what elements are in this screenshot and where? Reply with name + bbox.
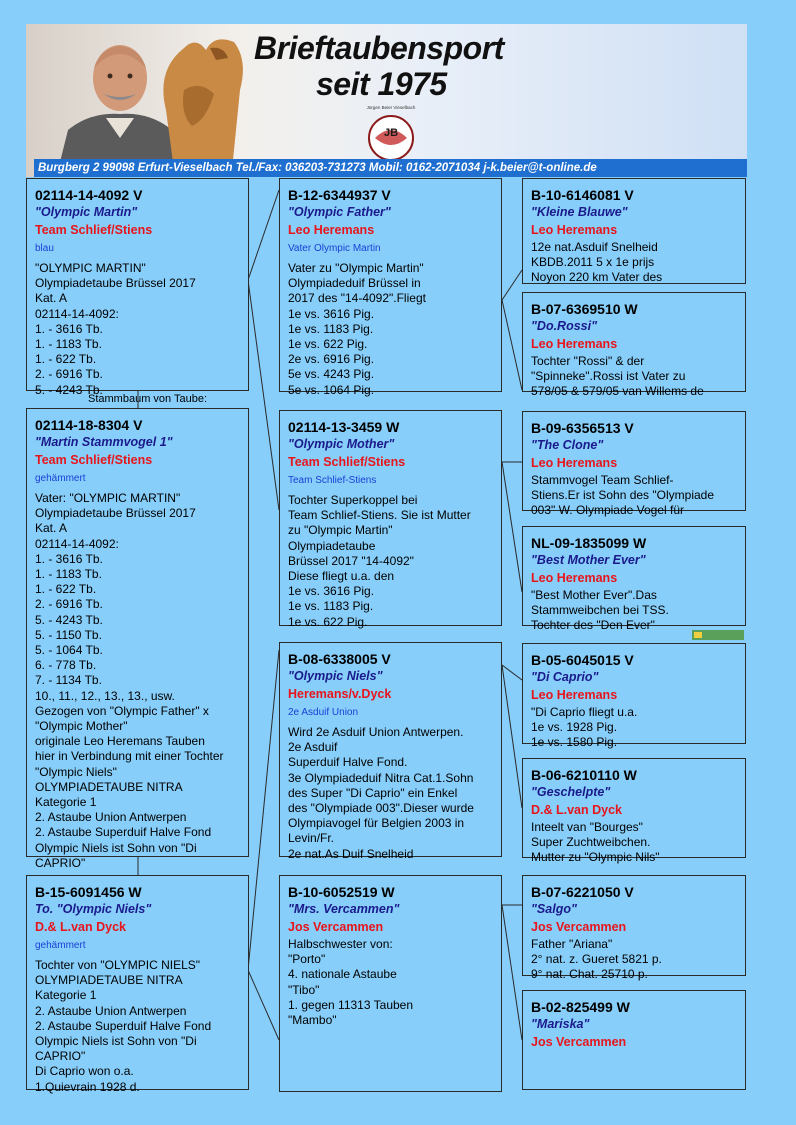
note: Team Schlief-Stiens: [288, 475, 377, 486]
pedigree-card-ggp7: [522, 875, 746, 982]
contact-bar: Burgberg 2 99098 Erfurt-Vieselbach Tel./Fax: 036203-731273 Mobil: 0162-2071034 j-k.beier@t-online.de: [34, 159, 747, 177]
breeder-name: Leo Heremans: [531, 571, 618, 585]
small-logo-icon: [692, 630, 744, 640]
breeder-name: Heremans/v.Dyck: [288, 687, 392, 701]
bird-description: Vater zu "Olympic Martin" Olympiadeduif Brüssel in 2017 des "14-4092".Fliegt 1e vs. 3616 Pig. 1e vs. 1183 Pig. 1e vs. 622 Pig. 2e vs. 6916 Pig. 5e vs. 4243 Pig. 5e vs. 1064 Pig.: [288, 261, 426, 397]
pedigree-card-gf2: [279, 642, 502, 861]
bird-description: Inteelt van "Bourges" Super Zuchtweibchen. Mutter zu "Olympic Nils": [531, 820, 660, 865]
pedigree-card-ggp4: [522, 526, 746, 633]
bird-description: "Best Mother Ever".Das Stammweibchen bei TSS. Tochter des "Den Ever": [531, 588, 669, 633]
bird-name: To. "Olympic Niels": [35, 902, 152, 916]
bird-description: Father "Ariana" 2° nat. z. Gueret 5821 p. 9° nat. Chat. 25710 p.: [531, 937, 662, 982]
bird-description: Wird 2e Asduif Union Antwerpen. 2e Asduif Superduif Halve Fond. 3e Olympiadeduif Nitra Cat.1.Sohn des Super "Di Caprio" ein Enkel des "Olympiade 003".Dieser wurde Olympiavogel für Belgien 2003 in Levin/Fr. 2e nat.As Duif Snelheid: [288, 725, 474, 861]
bird-description: 12e nat.Asduif Snelheid KBDB.2011 5 x 1e prijs Noyon 220 km Vater des: [531, 240, 663, 285]
breeder-name: Leo Heremans: [531, 456, 618, 470]
breeder-name: Jos Vercammen: [288, 920, 384, 934]
bird-description: Halbschwester von: "Porto" 4. nationale Astaube "Tibo" 1. gegen 11313 Tauben "Mambo": [288, 937, 414, 1028]
ring-number: B-09-6356513 V: [531, 420, 634, 436]
ring-number: B-05-6045015 V: [531, 652, 634, 668]
bird-description: Stammvogel Team Schlief- Stiens.Er ist Sohn des "Olympiade 003" W. Olympiade Vogel für: [531, 473, 715, 518]
ring-number: 02114-18-8304 V: [35, 417, 143, 433]
bird-name: "Olympic Mother": [288, 437, 395, 451]
pedigree-card-ggp2: [522, 292, 746, 399]
bird-name: "Olympic Father": [288, 205, 391, 219]
logo-monogram: JB: [383, 127, 399, 139]
breeder-name: Leo Heremans: [531, 337, 618, 351]
banner-title-line1: Brieftaubensport: [254, 30, 504, 66]
bird-description: Vater: "OLYMPIC MARTIN" Olympiadetaube Brüssel 2017 Kat. A 02114-14-4092: 1. - 3616 Tb. 1. - 1183 Tb. 1. - 622 Tb. 2. - 6916 Tb. 5. - 4243 Tb. 5. - 1150 Tb. 5. - 1064 Tb. 6. - 778 Tb. 7. - 1134 Tb. 10., 11., 12., 13., 13., usw. Gezogen von "Olympic Father" x "Olympic Mother" originale Leo Heremans Tauben hier in Verbindung mit einer Tochter "Olympic Niels" OLYMPIADETAUBE NITRA Kategorie 1 2. Astaube Union Antwerpen 2. Astaube Superduif Halve Fond Olympic Niels ist Sohn von "Di CAPRIO": [35, 491, 224, 870]
pedigree-card-ggp6: [522, 758, 746, 865]
breeder-name: D.& L.van Dyck: [531, 803, 623, 817]
pedigree-card-father: [26, 408, 249, 870]
bird-name: "Salgo": [531, 902, 577, 916]
bird-name: "Best Mother Ever": [531, 553, 646, 567]
breeder-name: Team Schlief/Stiens: [35, 453, 153, 467]
breeder-name: Team Schlief/Stiens: [35, 223, 153, 237]
pedigree-card-mother: [26, 875, 249, 1094]
ring-number: B-10-6146081 V: [531, 187, 634, 203]
bird-name: "Geschelpte": [531, 785, 611, 799]
bird-name: "Mariska": [531, 1017, 590, 1031]
pedigree-card-ggp3: [522, 411, 746, 518]
ring-number: 02114-14-4092 V: [35, 187, 143, 203]
stammbaum-label: Stammbaum von Taube:: [88, 393, 208, 405]
pedigree-card-ggp5: [522, 643, 746, 750]
logo-caption: Jürgen Beier Vieselbach: [366, 105, 416, 110]
breeder-name: Leo Heremans: [531, 223, 618, 237]
pedigree-card-ggp1: [522, 178, 746, 284]
breeder-name: D.& L.van Dyck: [35, 920, 127, 934]
ring-number: B-07-6369510 W: [531, 301, 638, 317]
bird-name: "Kleine Blauwe": [531, 205, 628, 219]
breeder-name: Jos Vercammen: [531, 1035, 627, 1049]
color-note: gehämmert: [35, 473, 86, 484]
bird-description: "OLYMPIC MARTIN" Olympiadetaube Brüssel 2017 Kat. A 02114-14-4092: 1. - 3616 Tb. 1. - 1183 Tb. 1. - 622 Tb. 2. - 6916 Tb. 5. - 4243 Tb.: [35, 261, 196, 397]
bird-name: "Di Caprio": [531, 670, 599, 684]
note: 2e Asduif Union: [288, 707, 359, 718]
bird-description: Tochter Superkoppel bei Team Schlief-Stiens. Sie ist Mutter zu "Olympic Martin" Olympiadetaube Brüssel 2017 "14-4092" Diese fliegt u.a. den 1e vs. 3616 Pig. 1e vs. 1183 Pig. 1e vs. 622 Pig.: [288, 493, 471, 629]
ring-number: NL-09-1835099 W: [531, 535, 647, 551]
bird-name: "The Clone": [531, 438, 604, 452]
bird-name: "Martin Stammvogel 1": [35, 435, 173, 449]
bird-name: "Mrs. Vercammen": [288, 902, 400, 916]
banner-title-line2: seit 1975: [316, 66, 447, 102]
color-note: gehämmert: [35, 940, 86, 951]
bird-description: "Di Caprio fliegt u.a. 1e vs. 1928 Pig. 1e vs. 1580 Pig.: [531, 705, 638, 750]
breeder-name: Leo Heremans: [288, 223, 375, 237]
bird-name: "Do.Rossi": [531, 319, 598, 333]
ring-number: B-10-6052519 W: [288, 884, 395, 900]
ring-number: B-08-6338005 V: [288, 651, 391, 667]
ring-number: 02114-13-3459 W: [288, 419, 400, 435]
pedigree-card-gm2: [279, 875, 502, 1092]
ring-number: B-06-6210110 W: [531, 767, 637, 783]
bird-name: "Olympic Niels": [288, 669, 383, 683]
ring-number: B-02-825499 W: [531, 999, 630, 1015]
bird-description: Tochter von "OLYMPIC NIELS" OLYMPIADETAUBE NITRA Kategorie 1 2. Astaube Union Antwerpen 2. Astaube Superduif Halve Fond Olympic Niels ist Sohn von "Di CAPRIO" Di Caprio won o.a. 1.Quievrain 1928 d.: [35, 958, 212, 1094]
ring-number: B-07-6221050 V: [531, 884, 634, 900]
breeder-name: Team Schlief/Stiens: [288, 455, 406, 469]
pedigree-card-gm1: [279, 410, 502, 629]
note: Vater Olympic Martin: [288, 243, 381, 254]
color-note: blau: [35, 243, 54, 254]
ring-number: B-15-6091456 W: [35, 884, 142, 900]
ring-number: B-12-6344937 V: [288, 187, 391, 203]
pedigree-card-gf1: [279, 178, 502, 397]
bird-description: Tochter "Rossi" & der "Spinneke".Rossi ist Vater zu 578/05 & 579/05 van Willems de: [531, 354, 704, 399]
pedigree-card-subject: [26, 178, 249, 397]
bird-name: "Olympic Martin": [35, 205, 138, 219]
pedigree-card-ggp8: [522, 990, 746, 1090]
breeder-name: Jos Vercammen: [531, 920, 627, 934]
breeder-name: Leo Heremans: [531, 688, 618, 702]
